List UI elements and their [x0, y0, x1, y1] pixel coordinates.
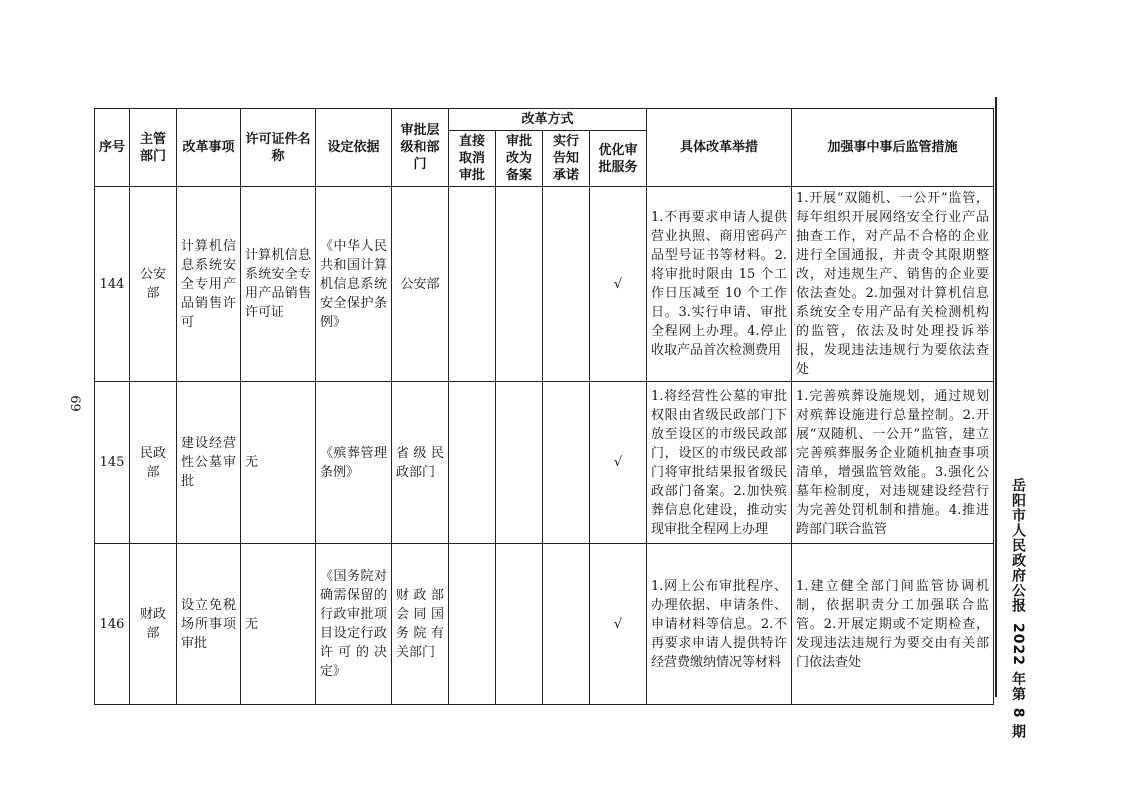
cell-measures: 1.将经营性公墓的审批权限由省级民政部门下放至设区的市级民政部门，设区的市级民政部门将审批结果报省级民政部门备案。2.加快殡葬信息化建设，推动实现审批全程网上办理	[647, 382, 792, 544]
header-notify: 实行告知承诺	[543, 131, 590, 187]
cell-license: 无	[241, 544, 316, 705]
cell-supervision: 1.开展“双随机、一公开”监管，每年组织开展网络安全行业产品抽查工作，对产品不合格的企业进行全国通报，并责令其限期整改，对违规生产、销售的企业要依法查处。2.加强对计算机信息系统安全专用产品有关检测机构的监管，依法及时处理投诉举报，发现违法违规行为要依法查处	[792, 187, 994, 382]
page-number: 69	[66, 395, 82, 412]
cell-license: 无	[241, 382, 316, 544]
cell-filing	[496, 187, 543, 382]
cell-optimize-check: √	[590, 544, 647, 705]
cell-notify	[543, 544, 590, 705]
header-seq: 序号	[95, 109, 130, 187]
cell-supervision: 1.完善殡葬设施规划，通过规划对殡葬设施进行总量控制。2.开展“双随机、一公开”监管，建立完善殡葬服务企业随机抽查事项清单，增强监管效能。3.强化公墓年检制度，对违规建设经营行为完善处罚机制和措施。4.推进跨部门联合监管	[792, 382, 994, 544]
cell-seq: 145	[95, 382, 130, 544]
header-measures: 具体改革举措	[647, 109, 792, 187]
cell-item: 设立免税场所事项审批	[177, 544, 241, 705]
header-optimize: 优化审批服务	[590, 131, 647, 187]
cell-approval: 公安部	[392, 187, 449, 382]
header-dept: 主管部门	[130, 109, 177, 187]
cell-notify	[543, 187, 590, 382]
cell-optimize-check: √	[590, 382, 647, 544]
cell-filing	[496, 544, 543, 705]
publication-title: 岳阳市人民政府公报	[1010, 478, 1026, 613]
cell-approval: 财政部会同国务院有关部门	[392, 544, 449, 705]
cell-basis: 《中华人民共和国计算机信息系统安全保护条例》	[316, 187, 392, 382]
table-row	[95, 382, 994, 544]
cell-license: 计算机信息系统安全专用产品销售许可证	[241, 187, 316, 382]
cell-item: 建设经营性公墓审批	[177, 382, 241, 544]
cell-dept: 民政部	[130, 382, 177, 544]
running-header	[1004, 478, 1028, 740]
header-basis: 设定依据	[316, 109, 392, 187]
cell-filing	[496, 382, 543, 544]
header-row-1	[95, 109, 994, 131]
table-row	[95, 187, 994, 382]
cell-optimize-check: √	[590, 187, 647, 382]
header-license: 许可证件名称	[241, 109, 316, 187]
header-reform-mode: 改革方式	[449, 109, 647, 131]
cell-basis: 《国务院对确需保留的行政审批项目设定行政许可的决定》	[316, 544, 392, 705]
cell-basis: 《殡葬管理条例》	[316, 382, 392, 544]
header-rule	[995, 97, 997, 697]
cell-measures: 1.网上公布审批程序、办理依据、申请条件、申请材料等信息。2.不再要求申请人提供特许经营费缴纳情况等材料	[647, 544, 792, 705]
reform-table	[94, 108, 994, 705]
cell-dept: 财政部	[130, 544, 177, 705]
cell-dept: 公安部	[130, 187, 177, 382]
cell-cancel	[449, 187, 496, 382]
header-item: 改革事项	[177, 109, 241, 187]
cell-notify	[543, 382, 590, 544]
cell-cancel	[449, 544, 496, 705]
header-approval: 审批层级和部门	[392, 109, 449, 187]
cell-approval: 省级民政部门	[392, 382, 449, 544]
header-cancel: 直接取消审批	[449, 131, 496, 187]
cell-supervision: 1.建立健全部门间监管协调机制，依据职责分工加强联合监管。2.开展定期或不定期检查，发现违法违规行为要交由有关部门依法查处	[792, 544, 994, 705]
issue-number: 2022 年第 8 期	[1010, 623, 1026, 740]
header-supervision: 加强事中事后监管措施	[792, 109, 994, 187]
cell-seq: 146	[95, 544, 130, 705]
cell-cancel	[449, 382, 496, 544]
cell-seq: 144	[95, 187, 130, 382]
cell-item: 计算机信息系统安全专用产品销售许可	[177, 187, 241, 382]
cell-measures: 1.不再要求申请人提供营业执照、商用密码产品型号证书等材料。2.将审批时限由 15 个工作日压减至 10 个工作日。3.实行申请、审批全程网上办理。4.停止收取产品首次检测费用	[647, 187, 792, 382]
table-row	[95, 544, 994, 705]
header-filing: 审批改为备案	[496, 131, 543, 187]
